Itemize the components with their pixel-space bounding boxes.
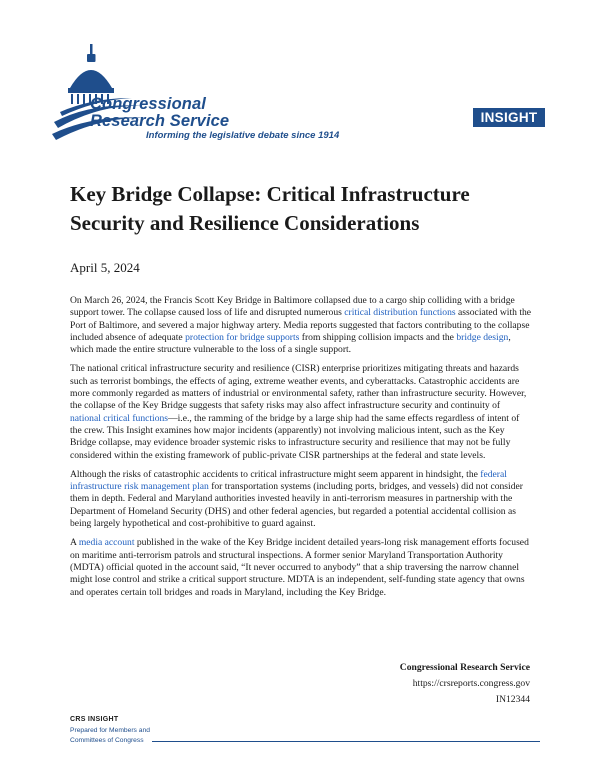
paragraph-text: On March 26, 2024, the Francis Scott Key Bridge in Baltimore collapsed due to a cargo ship colliding with a bridge support tower. The collapse caused loss of life and disrupted numerous — [70, 295, 515, 319]
paragraph-text: Although the risks of catastrophic accidents to critical infrastructure might seem apparent in hindsight, the — [70, 468, 481, 480]
link-bridge-design[interactable]: bridge design — [456, 331, 509, 343]
signature-org: Congressional Research Service — [399, 662, 530, 673]
footer-divider — [152, 741, 540, 742]
footer-subtitle-line2: Committees of Congress — [70, 737, 144, 744]
paragraph-text: A — [70, 537, 79, 549]
link-national-critical-functions[interactable]: national critical functions — [70, 412, 169, 424]
paragraph-text: associated with the Port of Baltimore, and severed a major highway artery. Media reports suggested that factors contributing to the collapse included absence of adequate — [70, 307, 532, 343]
article-body — [70, 295, 532, 606]
org-name-line1: Congressional — [90, 95, 206, 113]
footer-title: CRS INSIGHT — [70, 716, 119, 723]
paragraph-3 — [70, 469, 532, 530]
link-protection-for-bridge-supports[interactable]: protection for bridge supports — [185, 331, 300, 343]
paragraph-4 — [70, 537, 532, 598]
page-title: Key Bridge Collapse: Critical Infrastructure Security and Resilience Considerations — [70, 182, 470, 235]
paragraph-text: for transportation systems (including ports, bridges, and vessels) did not consider them in depth. Federal and Maryland authorities invested heavily in anti-terrorism measures in partnership with the Department of Homeland Security (DHS) and other federal agencies, but regarded a potential accidental collision as being largely hypothetical and cost-prohibitive to guard against. — [70, 481, 523, 530]
paragraph-text: from shipping collision impacts and the — [299, 331, 457, 343]
paragraph-text: The national critical infrastructure security and resilience (CISR) enterprise prioritizes mitigating threats and hazards such as terrorist bombings, the effects of aging, extreme weather events, and cyberattacks. Catastrophic accidents are more commonly regarded as matters of industrial or environmental safety, rather than infrastructure security. However, the collapse of the Key Bridge suggests that safety risks may also affect infrastructure security and continuity of — [70, 363, 527, 412]
signature-block — [400, 660, 530, 708]
paragraph-text: published in the wake of the Key Bridge incident detailed years-long risk management efforts focused on maritime anti-terrorism patrols and structural inspections. A former senior Maryland Transportation Authority (MDTA) official quoted in the account said, “It never occurred to anybody” that a ship traversing the narrow channel might lose control and strike a critical support structure. MDTA is an independent, self-funding state agency that owns and operates certain toll bridges and roads in Maryland, including the Key Bridge. — [70, 537, 529, 598]
footer-subtitle-line1: Prepared for Members and — [70, 727, 150, 734]
report-id: IN12344 — [495, 694, 530, 705]
paragraph-text: , which made the entire structure vulnerable to the loss of a single support. — [70, 331, 511, 356]
link-federal-infrastructure-risk-management-plan[interactable]: federal infrastructure risk management plan — [70, 468, 507, 493]
tagline: Informing the legislative debate since 1914 — [146, 130, 340, 141]
signature-url[interactable]: https://crsreports.congress.gov — [412, 678, 530, 689]
insight-badge: INSIGHT — [473, 108, 545, 127]
paragraph-2 — [70, 363, 532, 461]
publication-date: April 5, 2024 — [70, 260, 140, 275]
link-critical-distribution-functions[interactable]: critical distribution functions — [344, 307, 456, 319]
org-name-line2: Research Service — [90, 112, 230, 130]
link-media-account[interactable]: media account — [78, 537, 135, 549]
footer-subtitle — [70, 726, 180, 746]
paragraph-text: —i.e., the ramming of the bridge by a large ship had the same effects regardless of intent of the crew. This Insight examines how major incidents (apparently) not involving malicious intent, such as the Key Bridge collapse, may evidence broader systemic risks to infrastructure security and resilience that may not be fully considered within the existing framework of public-private CISR partnerships at the federal and state levels. — [70, 412, 520, 461]
org-name — [90, 96, 229, 130]
paragraph-1 — [70, 295, 532, 356]
